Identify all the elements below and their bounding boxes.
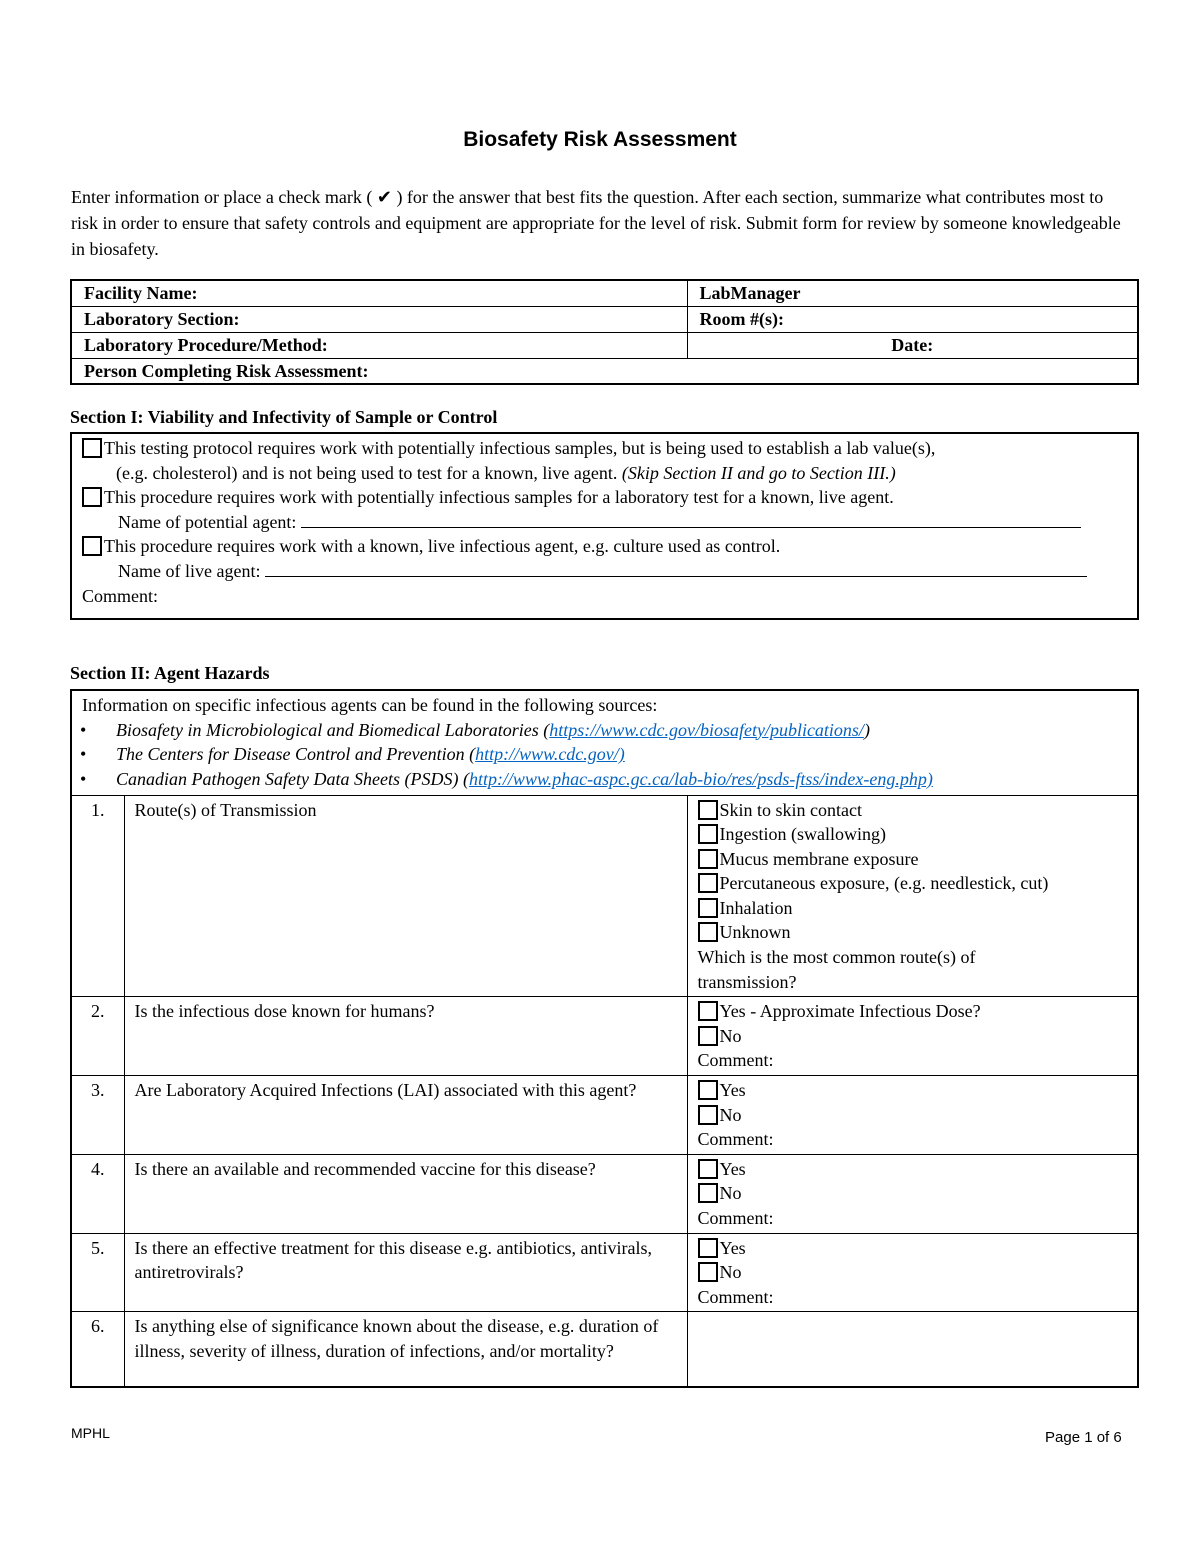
potential-agent-input[interactable] <box>301 512 1081 528</box>
checkbox-icon[interactable] <box>698 922 718 942</box>
section2-heading: Section II: Agent Hazards <box>70 663 270 683</box>
checkbox-icon[interactable] <box>698 1183 718 1203</box>
room-label[interactable]: Room #(s): <box>687 306 1138 332</box>
followup-question: Which is the most common route(s) of transmission? <box>697 947 976 992</box>
agent-hazards-table <box>70 689 1139 1388</box>
question-number: 3. <box>71 1076 124 1155</box>
source-link[interactable]: http://www.cdc.gov/) <box>475 744 625 765</box>
person-label[interactable]: Person Completing Risk Assessment: <box>71 358 1138 384</box>
section1-heading: Section I: Viability and Infectivity of Sample or Control <box>70 407 498 427</box>
option-potential-agent: This procedure requires work with potentially infectious samples for a laboratory test for a known, live agent. <box>104 487 894 508</box>
source-item: • Canadian Pathogen Safety Data Sheets (PSDS) (http://www.phac-aspc.gc.ca/lab-bio/res/psds-ftss/index-eng.php) <box>82 767 1127 792</box>
answer-cell: Yes - Approximate Infectious Dose? No Comment: <box>687 997 1138 1076</box>
question-text: Is anything else of significance known about the disease, e.g. duration of illness, severity of illness, duration of infections, and/or mortality? <box>124 1312 687 1387</box>
live-agent-input[interactable] <box>265 561 1087 577</box>
checkbox-icon[interactable] <box>82 438 102 458</box>
procedure-label: Laboratory Procedure/Method: <box>71 332 687 358</box>
comment-label[interactable]: Comment: <box>697 1286 774 1307</box>
live-agent-label: Name of live agent: <box>118 560 265 581</box>
checkbox-icon[interactable] <box>698 824 718 844</box>
comment-label[interactable]: Comment: <box>697 1050 774 1071</box>
answer-cell[interactable] <box>687 1312 1138 1387</box>
date-label[interactable]: Date: <box>687 332 1138 358</box>
checkbox-icon[interactable] <box>698 849 718 869</box>
checkbox-icon[interactable] <box>698 873 718 893</box>
checkbox-icon[interactable] <box>698 1238 718 1258</box>
potential-agent-label: Name of potential agent: <box>118 511 301 532</box>
page-title: Biosafety Risk Assessment <box>463 128 737 151</box>
sources-intro: Information on specific infectious agents can be found in the following sources: <box>82 695 658 715</box>
footer-org: MPHL <box>71 1425 110 1441</box>
facility-name-label: Facility Name: <box>71 280 687 306</box>
question-number: 1. <box>71 795 124 997</box>
facility-info-table <box>70 279 1139 385</box>
question-text: Route(s) of Transmission <box>124 795 687 997</box>
answer-cell: Yes No Comment: <box>687 1154 1138 1233</box>
question-number: 2. <box>71 997 124 1076</box>
checkbox-icon[interactable] <box>698 800 718 820</box>
option-live-agent: This procedure requires work with a known, live infectious agent, e.g. culture used as control. <box>104 536 781 557</box>
question-number: 6. <box>71 1312 124 1387</box>
section1-box <box>70 432 1139 620</box>
checkbox-icon[interactable] <box>698 1080 718 1100</box>
question-number: 5. <box>71 1233 124 1312</box>
facility-name-value[interactable]: LabManager <box>687 280 1138 306</box>
source-link[interactable]: https://www.cdc.gov/biosafety/publications/ <box>549 719 864 740</box>
source-link[interactable]: http://www.phac-aspc.gc.ca/lab-bio/res/psds-ftss/index-eng.php) <box>468 768 933 789</box>
checkbox-icon[interactable] <box>698 1001 718 1021</box>
question-text: Are Laboratory Acquired Infections (LAI) associated with this agent? <box>124 1076 687 1155</box>
sources-cell <box>71 690 1138 795</box>
instructions: Enter information or place a check mark ( ✔ ) for the answer that best fits the question. After each section, summarize what contributes most to risk in order to ensure that safety controls and equipment are appropriate for the level of risk. Submit form for review by someone knowledgeable in biosafety. <box>71 187 1121 259</box>
question-text: Is there an effective treatment for this disease e.g. antibiotics, antivirals, antiretrovirals? <box>124 1233 687 1312</box>
comment-label[interactable]: Comment: <box>82 585 158 606</box>
option-lab-value: This testing protocol requires work with potentially infectious samples, but is being used to establish a lab value(s), <box>104 438 936 458</box>
answer-cell: Yes No Comment: <box>687 1233 1138 1312</box>
answer-cell: Skin to skin contact Ingestion (swallowing) Mucus membrane exposure Percutaneous exposure, (e.g. needlestick, cut) Inhalation Unknown Which is the most common route(s) of transmission? <box>687 795 1138 997</box>
checkbox-icon[interactable] <box>698 898 718 918</box>
option-lab-value-cont: (e.g. cholesterol) and is not being used to test for a known, live agent. <box>116 462 622 483</box>
skip-note: (Skip Section II and go to Section III.) <box>621 462 896 483</box>
source-item: • The Centers for Disease Control and Prevention (http://www.cdc.gov/) <box>82 742 1127 767</box>
answer-cell: Yes No Comment: <box>687 1076 1138 1155</box>
lab-section-label: Laboratory Section: <box>71 306 687 332</box>
question-text: Is the infectious dose known for humans? <box>124 997 687 1076</box>
checkbox-icon[interactable] <box>698 1159 718 1179</box>
checkbox-icon[interactable] <box>698 1262 718 1282</box>
question-number: 4. <box>71 1154 124 1233</box>
page-number: Page 1 of 6 <box>1045 1429 1122 1446</box>
comment-label[interactable]: Comment: <box>697 1129 774 1150</box>
checkbox-icon[interactable] <box>698 1026 718 1046</box>
comment-label[interactable]: Comment: <box>697 1208 774 1228</box>
checkbox-icon[interactable] <box>82 487 102 507</box>
question-text: Is there an available and recommended vaccine for this disease? <box>124 1154 687 1233</box>
checkbox-icon[interactable] <box>698 1105 718 1125</box>
source-item: • Biosafety in Microbiological and Biomedical Laboratories (https://www.cdc.gov/biosafety/publications/) <box>82 718 1127 743</box>
checkbox-icon[interactable] <box>82 536 102 556</box>
